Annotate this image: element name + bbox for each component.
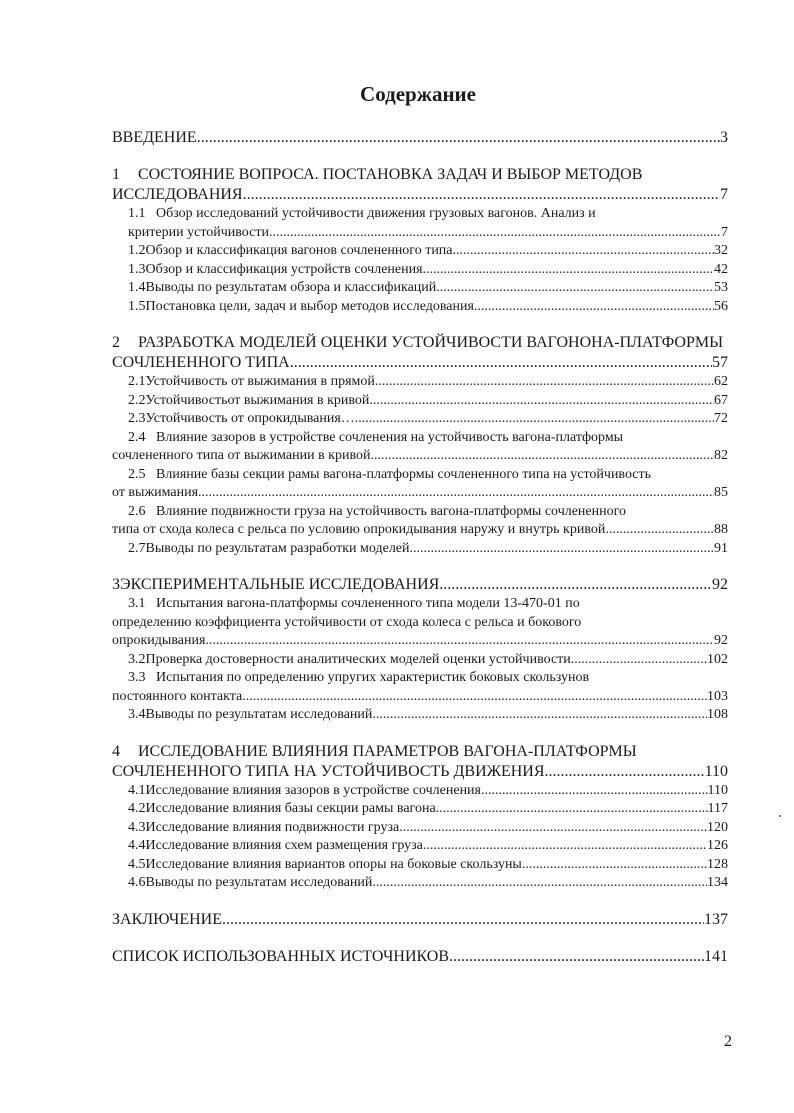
toc-section-number: 1.2 [128,243,146,258]
toc-entry-label: Выводы по результатам исследований [145,875,373,890]
toc-page-number: 91 [714,540,728,556]
toc-section-2-3[interactable] [112,411,728,430]
toc-entry-label: Постановка цели, задач и выбор методов исследования [145,298,474,314]
toc-entry-label: Влияние базы секции рамы вагона-платформы сочлененного типа на устойчивость [156,466,652,482]
toc-section-number: 4.2 [128,801,146,816]
toc-leader [423,262,714,278]
toc-entry-label: Обзор и классификация устройств сочленения [145,261,423,277]
toc-page-number: 110 [707,782,728,798]
toc-page-number: 120 [707,819,728,835]
toc-leader [197,129,720,147]
toc-page-number: 42 [714,261,728,277]
toc-entry-label: Проверка достоверности аналитических моделей оценки устойчивости [145,651,571,667]
toc-page-number: 102 [707,651,728,667]
toc-section-1-3[interactable] [112,262,728,281]
toc-leader [522,857,707,873]
toc-page-number: 56 [714,298,728,314]
toc-entry-label: Обзор и классификация вагонов сочлененного типа [145,243,453,258]
toc-leader [242,689,707,705]
toc-leader [410,541,714,557]
toc-section-2-5[interactable] [112,485,728,504]
toc-section-4-6[interactable] [112,875,728,894]
toc-section-2-6[interactable] [112,522,728,541]
toc-entry-label-cont: ИССЛЕДОВАНИЯ [112,186,243,203]
toc-section-number: 2.2 [128,392,146,408]
toc-leader [290,354,712,372]
toc-section-2-7[interactable] [112,541,728,560]
toc-section-1-5[interactable] [112,299,728,318]
toc-leader [481,783,708,799]
toc-entry-label-cont: постоянного контакта [112,688,243,704]
toc-page-number: 108 [707,707,728,722]
toc-entry-label-cont: СОЧЛЕНЕННОГО ТИПА НА УСТОЙЧИВОСТЬ ДВИЖЕНИЯ [112,762,545,780]
scan-speck [779,815,781,817]
toc-entry-label: Устойчивость от опрокидывания… [145,411,355,426]
toc-leader [355,411,714,427]
toc-leader [605,522,714,538]
toc-entry-label: Выводы по результатам разработки моделей [145,540,410,556]
toc-entry-label: Обзор исследований устойчивости движения грузовых вагонов. Анализ и [156,206,596,221]
toc-section-2-6-heading[interactable] [112,504,728,523]
toc-section-3-3-heading[interactable] [112,670,728,689]
toc-entry-label: Устойчивостьот выжимания в кривой [145,392,370,408]
toc-chapter-4-heading[interactable] [112,743,728,763]
toc-entry-sources[interactable] [112,948,728,968]
toc-page-number: 7 [720,186,728,203]
toc-page-number: 3 [720,129,728,146]
toc-section-number: 3.4 [128,707,146,722]
toc-entry-label-cont: от выжимания [112,485,199,500]
toc-leader [436,280,714,296]
toc-leader [205,633,714,649]
toc-section-2-4[interactable] [112,448,728,467]
toc-chapter-3[interactable] [112,576,728,596]
toc-page-number: 103 [707,688,728,704]
toc-section-4-2[interactable] [112,801,728,820]
toc-entry-label: Устойчивость от выжимания в прямой [145,374,375,389]
toc-entry-label: Выводы по результатам обзора и классификаций [145,280,437,295]
table-of-contents [112,129,728,968]
toc-entry-label-cont: опрокидывания [112,633,206,648]
toc-entry-label: Исследование влияния зазоров в устройстве сочленения [145,782,481,798]
toc-entry-label: ЗАКЛЮЧЕНИЕ [112,910,222,928]
toc-entry-label-cont: типа от схода колеса с рельса по условию опрокидывания наружу и внутрь кривой [112,522,606,537]
toc-section-number: 4.1 [128,782,146,798]
toc-section-number: 2.6 [128,503,146,519]
toc-section-1-4[interactable] [112,280,728,299]
toc-section-number: 2.5 [128,466,146,482]
toc-entry-label: Исследование влияния подвижности груза [145,819,400,835]
toc-section-number: 1.3 [128,261,146,277]
toc-page-number: 117 [707,801,728,816]
toc-entry-label-cont: критерии устойчивости [128,224,269,240]
toc-section-number: 3.3 [128,670,146,685]
toc-entry-label-cont: СОЧЛЕНЕННОГО ТИПА [112,354,290,371]
toc-leader [372,707,707,723]
toc-section-2-4-heading[interactable] [112,430,728,449]
toc-section-4-5[interactable] [112,857,728,876]
toc-leader [443,576,712,594]
toc-chapter-1[interactable] [112,186,728,206]
toc-section-number: 2.1 [128,374,146,389]
toc-section-3-2[interactable] [112,652,728,671]
toc-entry-label: Влияние подвижности груза на устойчивость вагона-платформы сочлененного [156,503,627,519]
toc-section-number: 2.7 [128,540,146,556]
toc-page-number: 85 [714,485,728,500]
toc-page-number: 67 [714,392,728,408]
toc-section-3-1-line2 [112,615,728,634]
toc-page-number: 7 [721,224,728,240]
toc-section-number: 4.6 [128,875,146,890]
toc-entry-label: Испытания по определению упругих характеристик боковых скользунов [156,670,590,685]
toc-chapter-number: 1 [112,166,120,183]
toc-chapter-4[interactable] [112,763,728,783]
toc-section-number: 4.5 [128,856,146,872]
toc-chapter-number: 3 [112,576,120,593]
toc-entry-label: СПИСОК ИСПОЛЬЗОВАННЫХ ИСТОЧНИКОВ [112,947,450,965]
toc-entry-label: ЭКСПЕРИМЕНТАЛЬНЫЕ ИССЛЕДОВАНИЯ. [120,576,444,593]
toc-chapter-number: 2 [112,334,120,351]
toc-entry-label: Влияние зазоров в устройстве сочленения на устойчивость вагона-платформы [156,429,624,445]
toc-leader [423,838,707,854]
toc-page-number: 92 [712,576,728,593]
toc-page-number: 92 [714,633,728,648]
toc-leader [372,875,707,891]
toc-entry-label: РАЗРАБОТКА МОДЕЛЕЙ ОЦЕНКИ УСТОЙЧИВОСТИ ВАГОНОНА-ПЛАТФОРМЫ [138,334,724,351]
toc-section-1-1-heading[interactable] [112,206,728,225]
toc-leader [474,299,714,315]
toc-chapter-1-heading[interactable] [112,166,728,186]
toc-entry-label-cont: сочлененного типа от выжимании в кривой [112,448,371,463]
toc-section-number: 1.1 [128,206,146,221]
toc-section-number: 4.3 [128,819,146,835]
toc-entry-label: Выводы по результатам исследований [145,707,373,722]
toc-entry-label: ВВЕДЕНИЕ [112,129,197,146]
toc-page-number: 128 [707,856,728,872]
toc-section-3-1-heading[interactable] [112,596,728,615]
toc-page-number: 110 [704,762,728,780]
toc-section-number: 4.4 [128,838,146,853]
toc-page-number: 32 [714,243,728,258]
toc-leader [198,485,714,501]
toc-leader [370,448,714,464]
toc-section-number: 1.4 [128,280,146,295]
toc-section-1-2[interactable] [112,243,728,262]
toc-chapter-number: 4 [112,742,120,760]
toc-page-number: 72 [714,411,728,426]
toc-page-number: 82 [714,448,728,463]
toc-entry-label: Исследование влияния вариантов опоры на боковые скользуны [145,856,522,872]
toc-section-number: 2.4 [128,429,146,445]
toc-page-number: 137 [704,910,728,928]
toc-leader [399,820,707,836]
toc-section-4-3[interactable] [112,820,728,839]
toc-entry-label: Исследование влияния базы секции рамы вагона [145,801,436,816]
toc-entry-label: Исследование влияния схем размещения груза [145,838,423,853]
toc-entry-intro[interactable] [112,129,728,149]
page-title: Содержание [360,82,476,106]
toc-page-number: 57 [712,354,728,371]
toc-leader [375,374,714,390]
toc-section-3-4[interactable] [112,707,728,726]
toc-leader [243,186,720,204]
toc-entry-label-cont: определению коэффициента устойчивости от схода колеса с рельса и бокового [112,614,582,630]
toc-page-number: 141 [704,947,728,965]
toc-leader [222,911,704,929]
toc-section-2-1[interactable] [112,374,728,393]
toc-leader [449,948,704,966]
toc-section-4-4[interactable] [112,838,728,857]
toc-leader [545,763,705,781]
toc-section-2-5-heading[interactable] [112,467,728,486]
toc-section-4-1[interactable] [112,783,728,802]
toc-entry-label: Испытания вагона-платформы сочлененного типа модели 13-470-01 по [156,596,580,611]
toc-section-number: 3.1 [128,596,146,611]
toc-section-number: 1.5 [128,298,146,314]
toc-entry-label: СОСТОЯНИЕ ВОПРОСА. ПОСТАНОВКА ЗАДАЧ И ВЫБОР МЕТОДОВ [138,166,643,183]
toc-section-1-1[interactable] [112,225,728,244]
toc-section-3-3[interactable] [112,689,728,708]
toc-page-number: 134 [707,875,728,890]
toc-section-number: 2.3 [128,411,146,426]
toc-chapter-2-heading[interactable] [112,334,728,354]
toc-leader [436,801,708,817]
toc-leader [369,393,714,409]
toc-entry-label: ИССЛЕДОВАНИЕ ВЛИЯНИЯ ПАРАМЕТРОВ ВАГОНА-ПЛАТФОРМЫ [138,742,637,760]
toc-section-3-1[interactable] [112,633,728,652]
toc-leader [571,652,707,668]
toc-leader [453,243,714,259]
toc-entry-conclusion[interactable] [112,911,728,931]
toc-page-number: 62 [714,374,728,389]
toc-chapter-2[interactable] [112,354,728,374]
toc-page-number: 88 [714,522,728,537]
toc-page-number: 126 [707,838,728,853]
toc-leader [269,225,721,241]
toc-section-number: 3.2 [128,651,146,667]
toc-section-2-2[interactable] [112,393,728,412]
toc-page-number: 53 [714,280,728,295]
page-number: 2 [724,1033,732,1050]
